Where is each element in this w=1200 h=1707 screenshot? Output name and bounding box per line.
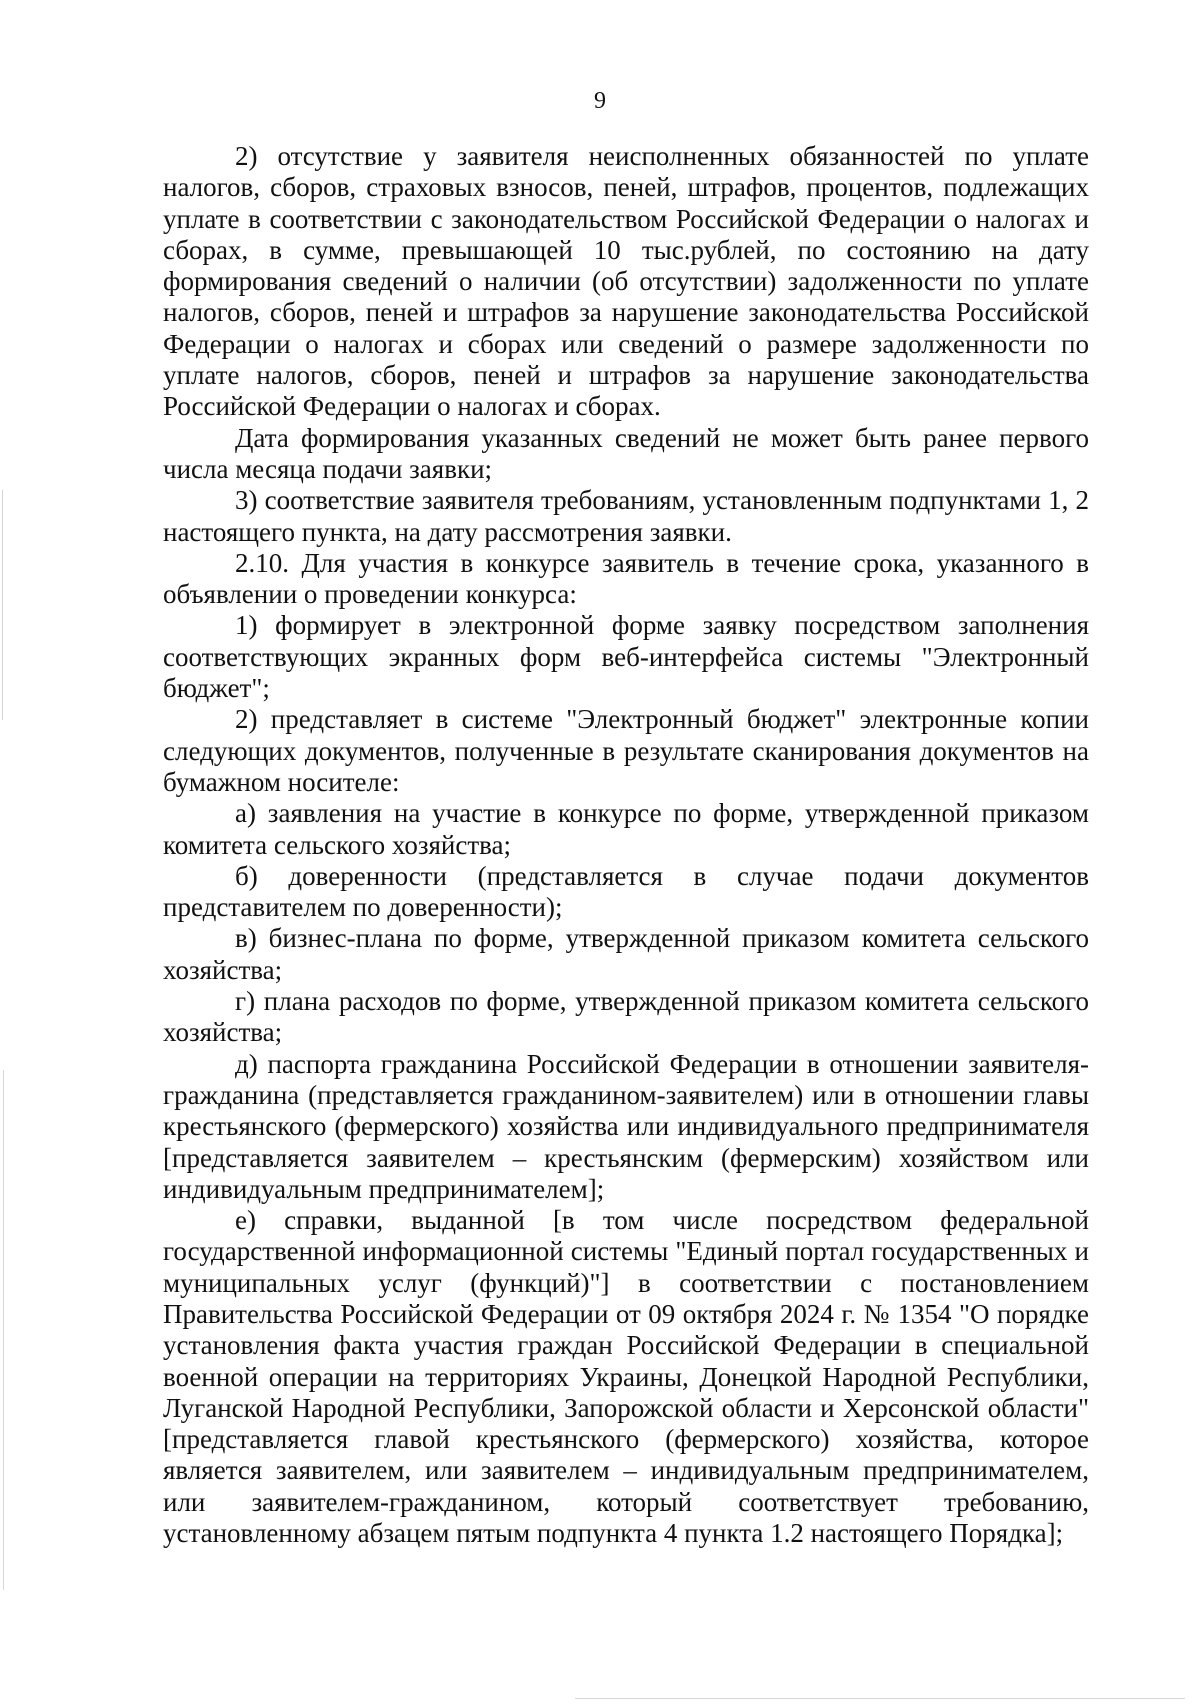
list-item-g: г) плана расходов по форме, утвержденной приказом комитета сельского хозяйства; xyxy=(163,986,1089,1048)
paragraph-compliance: 3) соответствие заявителя требованиям, установленным подпунктами 1, 2 настоящего пункта, на дату рассмотрения заявки. xyxy=(163,485,1089,547)
document-body xyxy=(163,141,1089,1549)
scan-edge-left-1 xyxy=(2,490,3,720)
list-item-b: б) доверенности (представляется в случае подачи документов представителем по доверенности); xyxy=(163,860,1089,923)
paragraph-submit-copies: 2) представляет в системе "Электронный бюджет" электронные копии следующих документов, полученные в результате сканирования документов на бумажном носителе: xyxy=(163,704,1089,797)
scan-edge-left-2 xyxy=(3,1070,4,1590)
list-item-e: е) справки, выданной [в том числе посредством федеральной государственной информационной системы "Единый портал государственных и муниципальных услуг (функций)"] в соответствии с постановлением Правительства Российской Федерации от 09 октября 2024 г. № 1354 "О порядке установления факта участия граждан Российской Федерации в специальной военной операции на территориях Украины, Донецкой Народной Республики, Луганской Народной Республики, Запорожской области и Херсонской области" [представляется главой крестьянского (фермерского) хозяйства, которое является заявителем, или заявителем – индивидуальным предпринимателем, или заявителем-гражданином, который соответствует требованию, установленному абзацем пятым подпункта 4 пункта 1.2 настоящего Порядка]; xyxy=(163,1205,1089,1549)
paragraph-form-application: 1) формирует в электронной форме заявку посредством заполнения соответствующих экранных форм веб-интерфейса системы "Электронный бюджет"; xyxy=(163,610,1089,704)
paragraph-tax-debt: 2) отсутствие у заявителя неисполненных обязанностей по уплате налогов, сборов, страховых взносов, пеней, штрафов, процентов, подлежащих уплате в соответствии с законодательством Российской Федерации о налогах и сборах, в сумме, превышающей 10 тыс.рублей, по состоянию на дату формирования сведений о наличии (об отсутствии) задолженности по уплате налогов, сборов, пеней и штрафов за нарушение законодательства Российской Федерации о налогах и сборах или сведений о размере задолженности по уплате налогов, сборов, пеней и штрафов за нарушение законодательства Российской Федерации о налогах и сборах. xyxy=(163,141,1089,422)
scan-edge-bottom xyxy=(575,1698,1185,1699)
list-item-d: д) паспорта гражданина Российской Федерации в отношении заявителя-гражданина (представляется гражданином-заявителем) или в отношении главы крестьянского (фермерского) хозяйства или индивидуального предпринимателя [представляется заявителем – крестьянским (фермерским) хозяйством или индивидуальным предпринимателем]; xyxy=(163,1048,1089,1204)
paragraph-date-formation: Дата формирования указанных сведений не может быть ранее первого числа месяца подачи заявки; xyxy=(163,422,1089,484)
list-item-a: а) заявления на участие в конкурсе по форме, утвержденной приказом комитета сельского хозяйства; xyxy=(163,798,1089,860)
page-number: 9 xyxy=(594,88,606,114)
list-item-v: в) бизнес-плана по форме, утвержденной приказом комитета сельского хозяйства; xyxy=(163,923,1089,985)
paragraph-2-10: 2.10. Для участия в конкурсе заявитель в течение срока, указанного в объявлении о проведении конкурса: xyxy=(163,547,1089,610)
